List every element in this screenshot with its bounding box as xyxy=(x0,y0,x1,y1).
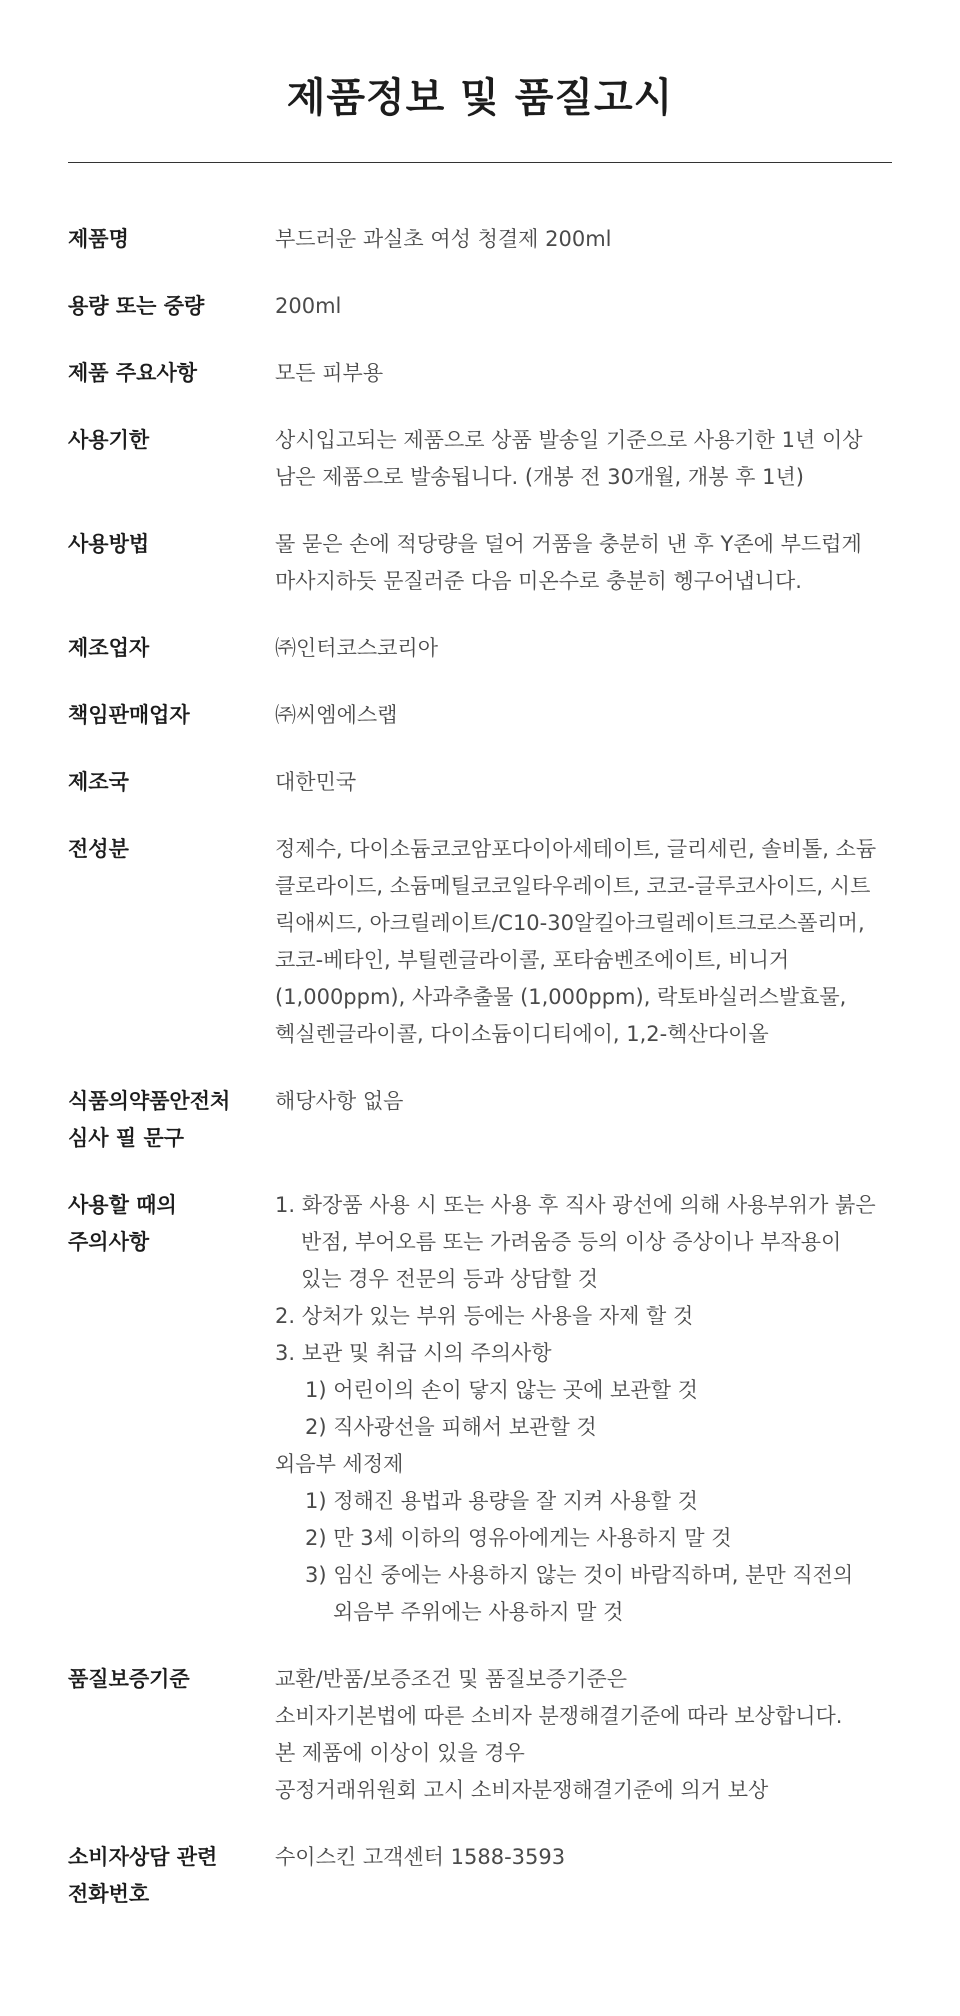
info-value-line: 2. 상처가 있는 부위 등에는 사용을 자제 할 것 xyxy=(275,1304,694,1328)
info-row xyxy=(68,630,892,667)
info-value xyxy=(275,831,892,1053)
info-label: 품질보증기준 xyxy=(68,1667,190,1691)
info-value-line: 1) 어린이의 손이 닿지 않는 곳에 보관할 것 xyxy=(305,1378,698,1402)
info-value xyxy=(275,221,892,258)
info-row xyxy=(68,355,892,392)
info-value-line: 소비자기본법에 따른 소비자 분쟁해결기준에 따라 보상합니다. xyxy=(275,1704,843,1728)
info-row xyxy=(68,764,892,801)
info-value-line: 수이스킨 고객센터 1588-3593 xyxy=(275,1845,566,1869)
info-value-line: ㈜씨엠에스랩 xyxy=(275,703,398,727)
info-label: 용량 또는 중량 xyxy=(68,294,205,318)
info-value xyxy=(275,422,892,496)
info-label: 책임판매업자 xyxy=(68,703,190,727)
info-row xyxy=(68,422,892,496)
info-value-line: 1. 화장품 사용 시 또는 사용 후 직사 광선에 의해 사용부위가 붉은 xyxy=(275,1193,876,1217)
info-value-line: 코코-베타인, 부틸렌글라이콜, 포타슘벤조에이트, 비니거 xyxy=(275,948,790,972)
info-row xyxy=(68,221,892,258)
info-value xyxy=(275,1083,892,1120)
info-label: 전성분 xyxy=(68,837,129,861)
info-value-line: 있는 경우 전문의 등과 상담할 것 xyxy=(301,1267,599,1291)
info-value-line: 외음부 세정제 xyxy=(275,1452,404,1476)
info-value-line: 릭애씨드, 아크릴레이트/C10-30알킬아크릴레이트크로스폴리머, xyxy=(275,911,865,935)
info-row xyxy=(68,1661,892,1809)
info-value-line: 반점, 부어오름 또는 가려움증 등의 이상 증상이나 부작용이 xyxy=(301,1230,842,1254)
info-value-line: 본 제품에 이상이 있을 경우 xyxy=(275,1741,525,1765)
info-label: 소비자상담 관련 전화번호 xyxy=(68,1845,218,1906)
info-row xyxy=(68,1187,892,1631)
info-value xyxy=(275,1839,892,1876)
info-value xyxy=(275,1661,892,1809)
info-row xyxy=(68,697,892,734)
info-label: 제품 주요사항 xyxy=(68,361,198,385)
info-value xyxy=(275,1187,892,1631)
info-row xyxy=(68,526,892,600)
info-value-line: 부드러운 과실초 여성 청결제 200ml xyxy=(275,227,612,251)
info-value-line: 클로라이드, 소듐메틸코코일타우레이트, 코코-글루코사이드, 시트 xyxy=(275,874,871,898)
info-row xyxy=(68,1083,892,1157)
info-value-line: 대한민국 xyxy=(275,770,357,794)
info-label: 제품명 xyxy=(68,227,129,251)
info-label: 사용기한 xyxy=(68,428,150,452)
info-value-line: 남은 제품으로 발송됩니다. (개봉 전 30개월, 개봉 후 1년) xyxy=(275,465,804,489)
info-value xyxy=(275,764,892,801)
info-value-line: 물 묻은 손에 적당량을 덜어 거품을 충분히 낸 후 Y존에 부드럽게 xyxy=(275,532,862,556)
info-value-line: 교환/반품/보증조건 및 품질보증기준은 xyxy=(275,1667,628,1691)
info-value xyxy=(275,288,892,325)
info-row xyxy=(68,831,892,1053)
info-row xyxy=(68,288,892,325)
info-value-line: 상시입고되는 제품으로 상품 발송일 기준으로 사용기한 1년 이상 xyxy=(275,428,863,452)
info-value xyxy=(275,630,892,667)
info-label: 식품의약품안전처 심사 필 문구 xyxy=(68,1089,231,1150)
info-value-line: ㈜인터코스코리아 xyxy=(275,636,439,660)
info-value-line: 마사지하듯 문질러준 다음 미온수로 충분히 헹구어냅니다. xyxy=(275,569,802,593)
info-value-line: 3) 임신 중에는 사용하지 않는 것이 바람직하며, 분만 직전의 xyxy=(305,1563,854,1587)
info-label: 제조국 xyxy=(68,770,129,794)
info-label: 제조업자 xyxy=(68,636,150,660)
info-value xyxy=(275,697,892,734)
info-value-line: 200ml xyxy=(275,294,342,318)
page-title: 제품정보 및 품질고시 xyxy=(286,75,674,121)
info-value xyxy=(275,355,892,392)
info-table xyxy=(68,221,892,1913)
info-row xyxy=(68,1839,892,1913)
info-value-line: 정제수, 다이소듐코코암포다이아세테이트, 글리세린, 솔비톨, 소듐 xyxy=(275,837,877,861)
info-value-line: 3. 보관 및 취급 시의 주의사항 xyxy=(275,1341,552,1365)
info-value-line: 1) 정해진 용법과 용량을 잘 지켜 사용할 것 xyxy=(305,1489,698,1513)
info-value-line: 모든 피부용 xyxy=(275,361,384,385)
info-value-line: 2) 직사광선을 피해서 보관할 것 xyxy=(305,1415,597,1439)
info-value-line: 외음부 주위에는 사용하지 말 것 xyxy=(333,1600,624,1624)
info-value-line: 헥실렌글라이콜, 다이소듐이디티에이, 1,2-헥산다이올 xyxy=(275,1022,769,1046)
info-label: 사용방법 xyxy=(68,532,150,556)
info-value-line: 해당사항 없음 xyxy=(275,1089,404,1113)
info-value-line: (1,000ppm), 사과추출물 (1,000ppm), 락토바실러스발효물, xyxy=(275,985,847,1009)
title-divider xyxy=(68,162,892,163)
info-value-line: 공정거래위원회 고시 소비자분쟁해결기준에 의거 보상 xyxy=(275,1778,769,1802)
info-value-line: 2) 만 3세 이하의 영유아에게는 사용하지 말 것 xyxy=(305,1526,732,1550)
info-label: 사용할 때의 주의사항 xyxy=(68,1193,177,1254)
info-value xyxy=(275,526,892,600)
